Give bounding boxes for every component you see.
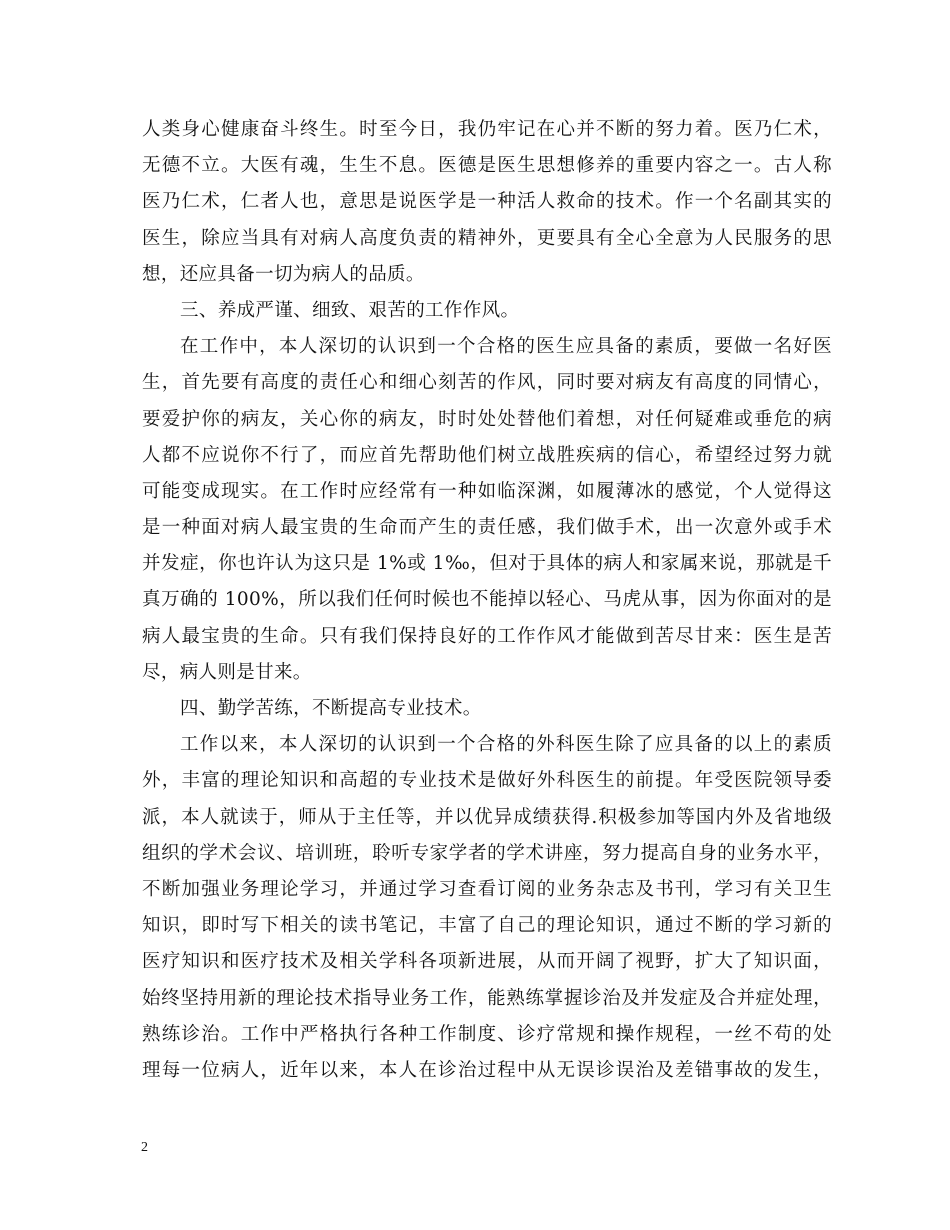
text-line: 医生，除应当具有对病人高度负责的精神外，更要具有全心全意为人民服务的思 bbox=[142, 227, 832, 249]
text-line: 知识，即时写下相关的读书笔记，丰富了自己的理论知识，通过不断的学习新的 bbox=[142, 915, 832, 937]
text-line: 派，本人就读于，师从于主任等，并以优异成绩获得.积极参加等国内外及省地级 bbox=[142, 806, 832, 828]
text-line: 熟练诊治。工作中严格执行各种工作制度、诊疗常规和操作规程，一丝不苟的处 bbox=[142, 1023, 832, 1045]
text-line: 工作以来，本人深切的认识到一个合格的外科医生除了应具备的以上的素质 bbox=[180, 734, 832, 756]
text-line: 理每一位病人，近年以来，本人在诊治过程中从无误诊误治及差错事故的发生， bbox=[142, 1059, 832, 1081]
page-number: 2 bbox=[141, 1140, 148, 1155]
text-line: 要爱护你的病友，关心你的病友，时时处处替他们着想，对任何疑难或垂危的病 bbox=[142, 408, 832, 430]
text-line: 生，首先要有高度的责任心和细心刻苦的作风，同时要对病友有高度的同情心， bbox=[142, 372, 832, 394]
text-line: 并发症，你也许认为这只是 1%或 1‰，但对于具体的病人和家属来说，那就是千 bbox=[142, 553, 832, 575]
text-line: 病人最宝贵的生命。只有我们保持良好的工作作风才能做到苦尽甘来：医生是苦 bbox=[142, 625, 832, 647]
text-line: 三、养成严谨、细致、艰苦的工作作风。 bbox=[180, 299, 520, 321]
text-line: 四、勤学苦练，不断提高专业技术。 bbox=[180, 698, 482, 719]
text-line: 外，丰富的理论知识和高超的专业技术是做好外科医生的前提。年受医院领导委 bbox=[142, 770, 832, 792]
text-line: 人都不应说你不行了，而应首先帮助他们树立战胜疾病的信心，希望经过努力就 bbox=[142, 444, 832, 466]
text-line: 是一种面对病人最宝贵的生命而产生的责任感，我们做手术，出一次意外或手术 bbox=[142, 517, 832, 539]
text-line: 想，还应具备一切为病人的品质。 bbox=[142, 263, 425, 285]
text-line: 真万确的 100%，所以我们任何时候也不能掉以轻心、马虎从事，因为你面对的是 bbox=[142, 589, 832, 611]
text-line: 组织的学术会议、培训班，聆听专家学者的学术讲座，努力提高自身的业务水平， bbox=[142, 842, 832, 864]
body-text bbox=[142, 112, 832, 1089]
text-line: 始终坚持用新的理论技术指导业务工作，能熟练掌握诊治及并发症及合并症处理， bbox=[142, 987, 832, 1009]
text-line: 人类身心健康奋斗终生。时至今日，我仍牢记在心并不断的努力着。医乃仁术， bbox=[142, 119, 832, 140]
text-line: 尽，病人则是甘来。 bbox=[142, 661, 312, 683]
text-line: 不断加强业务理论学习，并通过学习查看订阅的业务杂志及书刊，学习有关卫生 bbox=[142, 878, 832, 900]
text-line: 可能变成现实。在工作时应经常有一种如临深渊，如履薄冰的感觉，个人觉得这 bbox=[142, 480, 832, 502]
text-line: 医乃仁术，仁者人也，意思是说医学是一种活人救命的技术。作一个名副其实的 bbox=[142, 191, 832, 213]
text-line: 医疗知识和医疗技术及相关学科各项新进展，从而开阔了视野，扩大了知识面， bbox=[142, 951, 832, 973]
text-line: 无德不立。大医有魂，生生不息。医德是医生思想修养的重要内容之一。古人称 bbox=[142, 155, 832, 177]
text-line: 在工作中，本人深切的认识到一个合格的医生应具备的素质，要做一名好医 bbox=[180, 336, 832, 358]
